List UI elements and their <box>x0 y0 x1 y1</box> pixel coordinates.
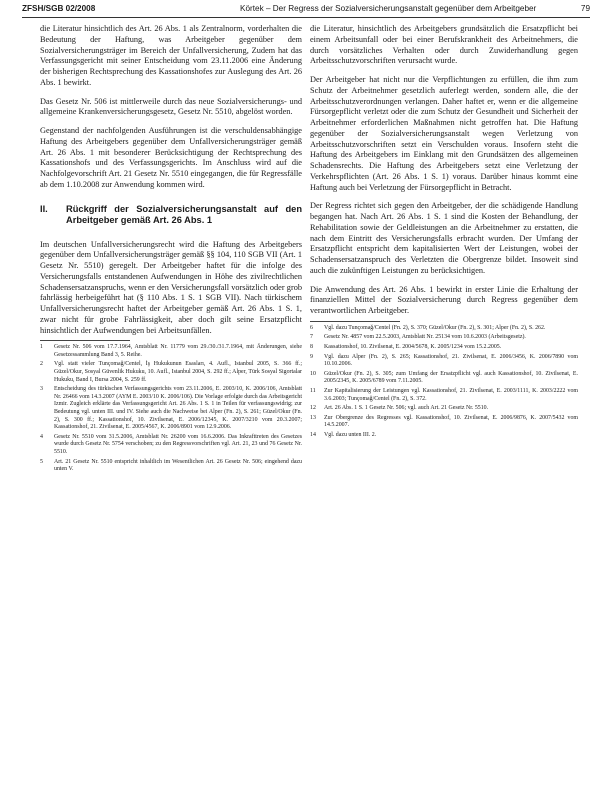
footnote <box>310 371 578 386</box>
paragraph: die Literatur, hinsichtlich des Arbeitgebers grundsätzlich die Ersatzpflicht bei einem Arbeitsunfall oder bei einer Berufskrankheit des Arbeitnehmers, die durch vorsätzliches Verhalten oder durch Zuwiderhandlung gegen Arbeitsschutzvorschriften verursacht wurde. <box>310 24 578 66</box>
section-heading <box>40 204 302 227</box>
footnote <box>40 434 302 457</box>
running-title: Körtek – Der Regress der Sozialversicherungsanstalt gegenüber dem Arbeitgeber <box>240 4 537 13</box>
footnote-number: 8 <box>310 343 313 350</box>
running-header <box>22 4 590 18</box>
footnote-text: Zur Obergrenze des Regresses vgl. Kassationshof, 10. Zivilsenat, E. 2006/9876, K. 2007/5432 vom 14.5.2007. <box>324 414 578 429</box>
footnote-text: Vgl. dazu Alper (Fn. 2), S. 265; Kassationshof, 21. Zivilsenat, E. 2006/3456, K. 2006/7890 vom 10.10.2006. <box>324 353 578 368</box>
footnote-number: 7 <box>310 334 313 341</box>
left-column <box>40 24 302 474</box>
footnote-number: 9 <box>310 353 313 360</box>
footnote-number: 11 <box>310 387 316 394</box>
footnote-number: 4 <box>40 433 43 440</box>
footnote <box>310 415 578 430</box>
footnote-number: 10 <box>310 370 316 377</box>
footnote-text: Kassationshof, 10. Zivilsenat, E. 2004/5678, K. 2005/1234 vom 15.2.2005. <box>324 343 502 350</box>
paragraph: Gegenstand der nachfolgenden Ausführungen ist die verschuldensabhängige Haftung des Arbeitgebers gegenüber dem Unfallversicherungsträger gemäß Art. 26 Abs. 1 mit besonderer Berücksichtigung der Rechtsprechung des Kassationshofs und des Verfassungsgerichts. Im Anschluss wird auf die Nachfolgevorschrift Art. 21 Gesetz Nr. 5510 eingegangen, die für Regressfälle ab dem 1.10.2008 zur Anwendung kommen wird. <box>40 126 302 189</box>
section-number: II. <box>40 203 48 214</box>
footnote-number: 3 <box>40 386 43 393</box>
footnote <box>310 388 578 403</box>
footnote-number: 13 <box>310 414 316 421</box>
footnote-text: Art. 26 Abs. 1 S. 1 Gesetz Nr. 506; vgl. auch Art. 21 Gesetz Nr. 5510. <box>324 405 489 412</box>
footnote-number: 12 <box>310 405 316 412</box>
footnote-text: Art. 21 Gesetz Nr. 5510 entspricht inhaltlich im Wesentlichen Art. 26 Gesetz Nr. 506; eingehend dazu unten V. <box>54 458 302 473</box>
footnote-text: Gesetz Nr. 4857 vom 22.5.2003, Amtsblatt Nr. 25134 vom 10.6.2003 (Arbeitsgesetz). <box>324 334 526 341</box>
footnote-rule <box>310 321 400 322</box>
footnote <box>310 354 578 369</box>
paragraph: Der Arbeitgeber hat nicht nur die Verpflichtungen zu erfüllen, die ihm zum Schutz der Arbeitnehmer gesetzlich auferlegt werden, sondern alle, die der Arbeitsschutzverordnungen verlangen. Daher haftet er, wenn er die allgemeine Fürsorgepflicht verletzt oder die zum Schutz der Gesundheit und Sicherheit der Arbeitnehmer erforderlichen Maßnahmen nicht getroffen hat. Die Haftung gegenüber der Sozialversicherungsanstalt wegen Verletzung von Arbeitsschutzvorschriften setzt ein Verschulden voraus. Insofern steht die Haftung des Arbeitgebers im Einklang mit den Grundsätzen des allgemeinen Schadensrechts. Die Haftung des Arbeitgebers setzt eine Verletzung der Verkehrspflichten (Art. 26 Abs. 1 S. 1) voraus. Darüber hinaus kommt eine Haftung auch bei Verletzung der Fürsorgepflicht in Betracht. <box>310 75 578 192</box>
footnote-number: 6 <box>310 324 313 331</box>
footnote-text: Gesetz Nr. 506 vom 17.7.1964, Amtsblatt Nr. 11779 vom 29./30./31.7.1964, mit Änderungen, siehe Gesetzessammlung Band 3, 5. Reihe. <box>54 344 302 358</box>
paragraph: Der Regress richtet sich gegen den Arbeitgeber, der die schädigende Handlung begangen hat. Nach Art. 26 Abs. 1 S. 1 sind die Kosten der Behandlung, der Rehabilitation sowie der Geldleistungen an die Arbeitnehmer zu erstatten, die nach dem Eintritt des Versicherungsfalls erbracht wurden. Der Umfang der Ersatzpflicht entspricht dem kapitalisierten Wert der Leistungen, wobei der Schadensersatzanspruch des Verletzten die Obergrenze bildet. Insoweit sind auch die zukünftigen Leistungen zu berücksichtigen. <box>310 201 578 275</box>
footnote-text: Vgl. dazu unten III. 2. <box>324 431 377 438</box>
footnote <box>40 344 302 359</box>
page-number: 79 <box>580 4 590 13</box>
footnote <box>310 334 578 342</box>
footnote-number: 14 <box>310 431 316 438</box>
paragraph: Das Gesetz Nr. 506 ist mittlerweile durch das neue Sozialversicherungs- und allgemeine Krankenversicherungsgesetz, Gesetz Nr. 5510, abgelöst worden. <box>40 96 302 117</box>
journal-reference: ZFSH/SGB 02/2008 <box>22 4 96 13</box>
footnote-text: Gesetz Nr. 5510 vom 31.5.2006, Amtsblatt Nr. 26200 vom 16.6.2006. Das Inkrafttreten des Gesetzes wurde durch Gesetz Nr. 5754 verschoben; zu den Regressvorschriften vgl. Art. 21, 23 und 76 Gesetz Nr. 5510. <box>54 433 302 455</box>
footnote-number: 1 <box>40 344 43 351</box>
footnote <box>310 405 578 413</box>
footnote <box>40 459 302 474</box>
footnote-text: Güzel/Okur (Fn. 2), S. 305; zum Umfang der Ersatzpflicht vgl. auch Kassationshof, 10. Zivilsenat, E. 2005/2345, K. 2005/6789 vom 7.11.2005. <box>324 370 578 385</box>
footnote <box>310 432 578 440</box>
footnotes-right <box>310 325 578 440</box>
footnote-text: Zur Kapitalisierung der Leistungen vgl. Kassationshof, 21. Zivilsenat, E. 2003/1111, K. 2003/2222 vom 3.6.2003; Tunçomağ/Centel (Fn. 2), S. 372. <box>324 387 578 402</box>
right-column <box>310 24 578 439</box>
paragraph: Die Anwendung des Art. 26 Abs. 1 bewirkt in erster Linie die Erhaltung der finanziellen Mittel der Sozialversicherung durch Regress gegenüber dem verantwortlichen Arbeitgeber. <box>310 284 578 315</box>
footnote-text: Entscheidung des türkischen Verfassungsgerichts vom 23.11.2006, E. 2003/10, K. 2006/106, Amtsblatt Nr. 26466 vom 14.3.2007 (AYM E. 2003/10 K. 2006/106). Die Vorlage erfolgte durch das Arbeitsgericht Izmir. Zugleich erklärte das Verfassungsgericht Art. 26 Abs. 1 S. 1 in Teilen für verfassungswidrig; zur Bedeutung vgl. unten III. und IV. Siehe auch die Nachweise bei Alper (Fn. 2), S. 261; Güzel/Okur (Fn. 2), S. 300 ff.; Kassationshof, 10. Zivilsenat, E. 2006/12345, K. 2007/3210 vom 20.3.2007; Kassationshof, 21. Zivilsenat, E. 2005/4567, K. 2006/8901 vom 12.9.2006. <box>54 386 302 431</box>
footnote-rule <box>40 340 130 341</box>
footnote <box>40 386 302 432</box>
header-rule <box>22 17 590 18</box>
footnote-text: Vgl. dazu Tunçomağ/Centel (Fn. 2), S. 370; Güzel/Okur (Fn. 2), S. 301; Alper (Fn. 2), S. 262. <box>324 324 546 331</box>
footnote-text: Vgl. statt vieler Tunçomağ/Centel, İş Hukukunun Esasları, 4. Aufl., Istanbul 2005, S. 366 ff.; Güzel/Okur, Sosyal Güvenlik Hukuku, 10. Aufl., Istanbul 2004, S. 292 ff.; Alper, Türk Sosyal Sigortalar Hukuku, Band I, Bursa 2004, S. 259 ff. <box>54 361 302 383</box>
paragraph: die Literatur hinsichtlich des Art. 26 Abs. 1 als Zentralnorm, vorderhalten die Bedeutung der Haftung, was Arbeitgeber gegenüber dem Sozialversicherungsträger im Bereich der Unfallversicherung, Zudem hat das Verfassungsgericht mit seiner Entscheidung vom 23.11.2006 eine Änderung der bisherigen Rechtsprechung des Kassationshofes zur Auslegung des Art. 26 Abs. 1 bewirkt. <box>40 24 302 87</box>
footnote-number: 2 <box>40 361 43 368</box>
footnote <box>310 344 578 352</box>
footnote <box>310 325 578 333</box>
paragraph: Im deutschen Unfallversicherungsrecht wird die Haftung des Arbeitgebers gegenüber dem Unfallversicherungsträger gemäß §§ 104, 110 SGB VII (Art. 1 Gesetz Nr. 5510) geregelt. Der Arbeitgeber haftet für die infolge des Versicherungsfalls entstandenen Aufwendungen in Höhe des zivilrechtlichen Schadensersatzanspruchs, wenn er den Versicherungsfall vorsätzlich oder grob fahrlässig herbeigeführt hat (§ 110 Abs. 1 S. 1 SGB VII). Nach türkischem Unfallversicherungsrecht haftet der Arbeitgeber gemäß Art. 26 Abs. 1 S. 1, zwar nicht für grobe Fahrlässigkeit, aber doch gilt seine Ersatzpflicht hinsichtlich der Aufwendungen bei Arbeitsunfällen. <box>40 239 302 335</box>
footnote-number: 5 <box>40 458 43 465</box>
footnote <box>40 361 302 384</box>
section-title: Rückgriff der Sozialversicherungsanstalt auf den Arbeitgeber gemäß Art. 26 Abs. 1 <box>66 203 302 225</box>
footnotes-left <box>40 344 302 474</box>
